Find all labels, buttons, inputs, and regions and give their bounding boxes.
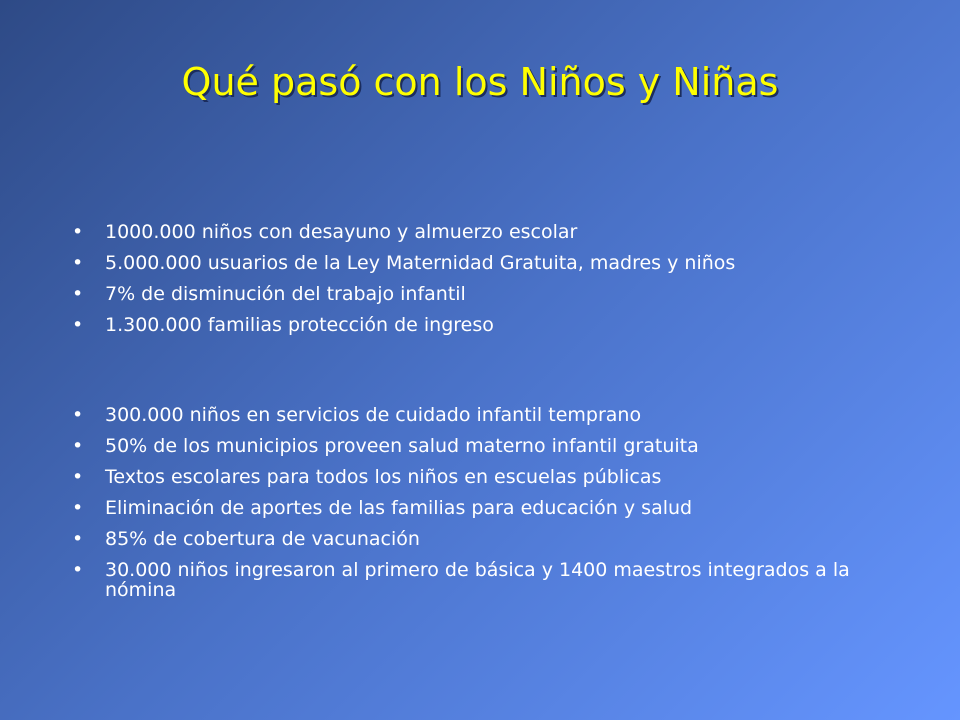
bullet-icon: • [72,528,84,550]
bullet-text: Eliminación de aportes de las familias para educación y salud [105,497,693,519]
bullet-icon: • [72,404,84,426]
bullet-item [72,436,872,456]
bullet-icon: • [72,314,84,336]
bullet-item [72,405,872,425]
bullet-item [72,498,872,518]
bullet-text: 1.300.000 familias protección de ingreso [105,314,494,336]
bullet-icon: • [72,559,84,581]
bullet-item [72,253,872,273]
bullet-icon: • [72,283,84,305]
bullet-icon: • [72,252,84,274]
bullet-item [72,560,872,600]
bullet-text: 30.000 niños ingresaron al primero de básica y 1400 maestros integrados a la nómina [105,559,850,601]
bullet-icon: • [72,466,84,488]
bullet-text: 300.000 niños en servicios de cuidado infantil temprano [105,404,642,426]
bullet-text: 85% de cobertura de vacunación [105,528,420,550]
slide-title: Qué pasó con los Niños y Niñas [181,60,779,104]
bullet-item [72,222,872,242]
bullet-list-group-2 [72,405,872,611]
bullet-icon: • [72,221,84,243]
bullet-text: Textos escolares para todos los niños en escuelas públicas [105,466,662,488]
bullet-text: 50% de los municipios proveen salud materno infantil gratuita [105,435,699,457]
bullet-text: 1000.000 niños con desayuno y almuerzo escolar [105,221,578,243]
bullet-item [72,529,872,549]
bullet-text: 7% de disminución del trabajo infantil [105,283,466,305]
bullet-item [72,315,872,335]
bullet-icon: • [72,497,84,519]
bullet-list-group-1 [72,222,872,346]
bullet-item [72,284,872,304]
bullet-item [72,467,872,487]
bullet-text: 5.000.000 usuarios de la Ley Maternidad Gratuita, madres y niños [105,252,736,274]
bullet-icon: • [72,435,84,457]
